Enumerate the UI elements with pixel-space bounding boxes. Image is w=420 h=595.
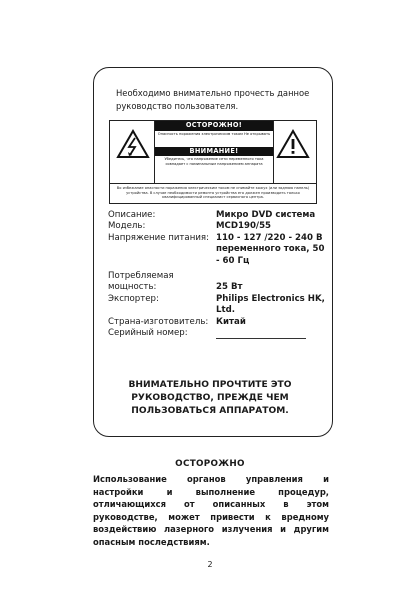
- spec-row-serial: [108, 328, 328, 339]
- electric-shock-warning-icon: [116, 129, 150, 159]
- spec-value: Philips Electronics HK, Ltd.: [216, 293, 325, 316]
- shock-text: Опасность поражения электрическим током Не открывать: [157, 132, 271, 136]
- spec-label: Описание:: [108, 210, 156, 220]
- spec-label: Экспортер:: [108, 293, 159, 304]
- spec-row-model: [108, 221, 328, 232]
- spec-label: Потребляемая мощность:: [108, 271, 174, 293]
- serial-number-line: [216, 329, 306, 339]
- spec-value: 110 - 127 /220 - 240 В переменного тока, 50 - 60 Гц: [216, 232, 325, 266]
- exclamation-warning-icon: [276, 129, 310, 159]
- attention-header: ВНИМАНИЕ!: [155, 147, 273, 156]
- spec-value: Микро DVD система: [216, 210, 316, 220]
- spec-label: Серийный номер:: [108, 328, 188, 339]
- spec-row-country: [108, 317, 328, 328]
- voltage-text: Убедитесь, что напряжение сети переменного тока совпадает с номинальным напряжением аппарата: [164, 157, 264, 166]
- spec-value: 25 Вт: [216, 282, 243, 293]
- warning-bottom-text: Во избежание опасности поражения электрическим током не снимайте кожух (или заднюю панель) устройства. В случае необходимости ремонта устройства его должен производить только квалифицированный специалист сервисного центра.: [110, 183, 316, 203]
- spec-row-voltage: [108, 233, 328, 267]
- warning-box: [109, 120, 317, 204]
- caution-body: Использование органов управления и настройки и выполнение процедур, отличающихся от описанных в этом руководстве, может привести к вредному воздействию лазерного излучения и другим опасным последствиям.: [93, 474, 329, 547]
- spec-value: Китай: [216, 316, 246, 327]
- spec-list: [108, 210, 328, 339]
- intro-text: Необходимо внимательно прочесть данное руководство пользователя.: [116, 88, 310, 111]
- page-number: 2: [207, 560, 213, 569]
- read-manual-notice: ВНИМАТЕЛЬНО ПРОЧТИТЕ ЭТО РУКОВОДСТВО, ПРЕЖДЕ ЧЕМ ПОЛЬЗОВАТЬСЯ АППАРАТОМ.: [128, 380, 292, 416]
- warning-center-panel: [154, 121, 274, 183]
- spec-label: Страна-изготовитель:: [108, 316, 209, 327]
- spec-label: Напряжение питания:: [108, 232, 209, 243]
- spec-row-exporter: [108, 294, 328, 317]
- spec-label: Модель:: [108, 221, 146, 232]
- spec-value: [216, 328, 328, 339]
- spec-row-description: [108, 210, 328, 221]
- warning-header: ОСТОРОЖНО!: [155, 121, 273, 131]
- spec-value: MCD190/55: [216, 221, 272, 232]
- spec-row-power: [108, 271, 328, 294]
- caution-title: ОСТОРОЖНО: [175, 459, 245, 469]
